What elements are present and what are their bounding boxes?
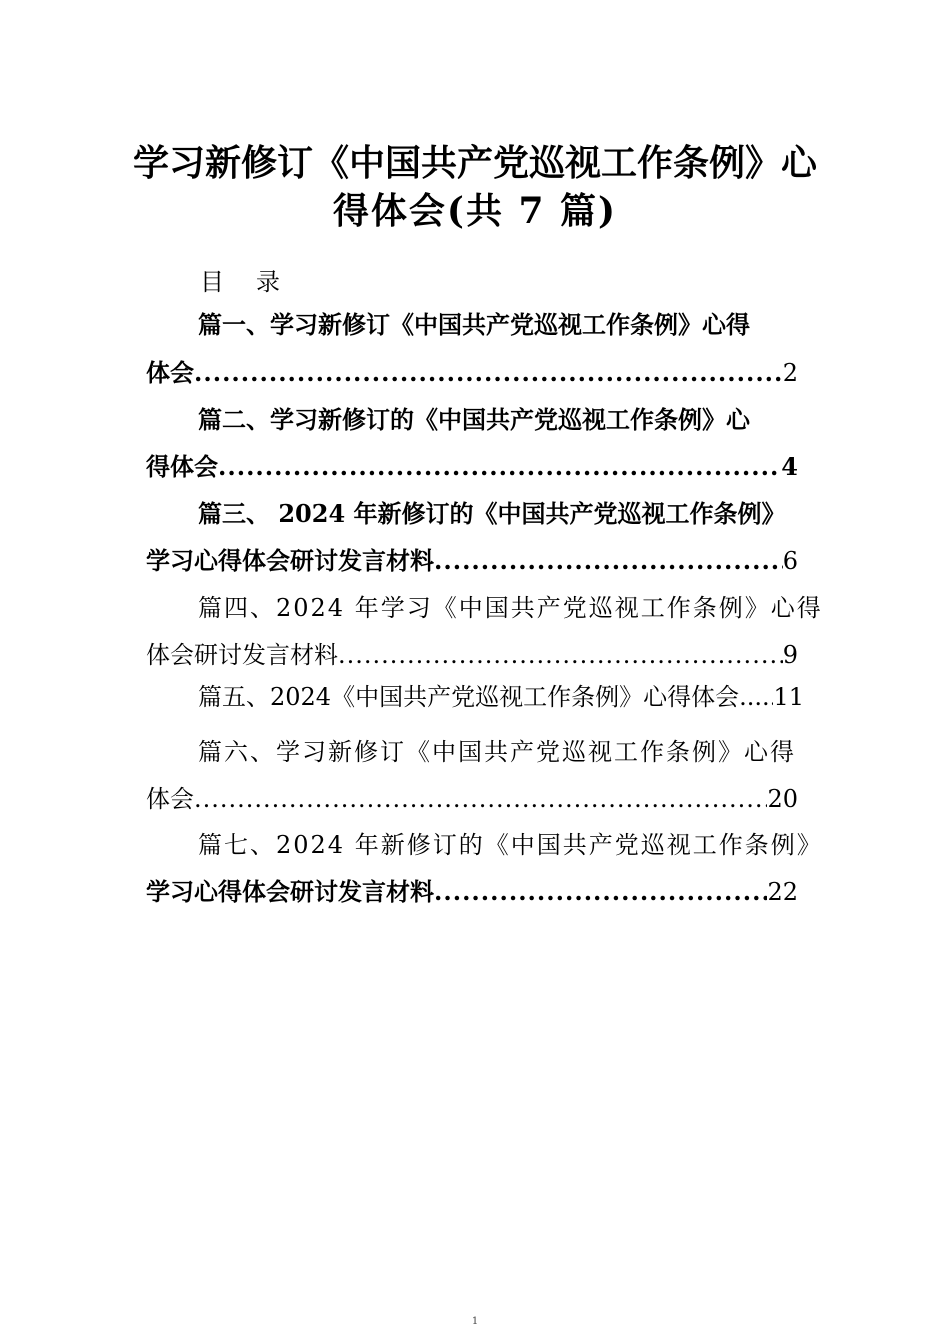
toc-heading-char-1: 目: [200, 268, 226, 296]
toc-entry-1-page: 2: [782, 359, 798, 387]
toc-entry-2-continuation[interactable]: [146, 450, 798, 484]
toc-entry-3-title-end: 学习心得体会研讨发言材料: [146, 546, 434, 575]
document-title-line-1: 学习新修订《中国共产党巡视工作条例》心: [132, 142, 817, 184]
toc-entry-7-title[interactable]: 篇七、2024 年新修订的《中国共产党巡视工作条例》: [198, 831, 823, 859]
toc-entry-4-continuation[interactable]: [146, 638, 798, 672]
toc-entry-5[interactable]: [198, 680, 804, 714]
toc-entry-6-continuation[interactable]: [146, 782, 798, 816]
toc-entry-4-title-end: 体会研讨发言材料: [146, 641, 338, 669]
toc-entry-7-page: 22: [767, 878, 798, 906]
toc-entry-2-title[interactable]: 篇二、学习新修订的《中国共产党巡视工作条例》心: [198, 405, 750, 434]
toc-entry-7-leader: [434, 875, 767, 909]
toc-entry-6-leader: [194, 782, 767, 816]
toc-heading-char-2: 录: [256, 268, 282, 296]
toc-entry-1-leader: [194, 356, 783, 390]
toc-entry-1-title-end: 体会: [146, 358, 194, 387]
toc-entry-2-title-end: 得体会: [146, 452, 218, 481]
toc-entry-3-title[interactable]: 篇三、 2024 年新修订的《中国共产党巡视工作条例》: [198, 499, 786, 528]
page-number: 1: [471, 1316, 479, 1327]
toc-entry-3-page: 6: [782, 547, 798, 575]
toc-entry-5-leader: [739, 680, 773, 714]
document-title-line-2: 得体会(共 7 篇): [332, 190, 618, 232]
toc-entry-3-continuation[interactable]: [146, 544, 798, 578]
toc-entry-4-leader: [338, 638, 783, 672]
toc-entry-4-page: 9: [782, 641, 798, 669]
toc-entry-6-title-end: 体会: [146, 785, 194, 813]
toc-entry-7-continuation[interactable]: [146, 875, 798, 909]
toc-entry-7-title-end: 学习心得体会研讨发言材料: [146, 877, 434, 906]
toc-entry-2-leader: [218, 450, 781, 484]
toc-heading: [200, 262, 282, 297]
toc-entry-6-title[interactable]: 篇六、学习新修订《中国共产党巡视工作条例》心得: [198, 738, 796, 766]
toc-entry-5-page: 11: [773, 683, 804, 711]
toc-entry-1-continuation[interactable]: [146, 356, 798, 390]
toc-entry-2-page: 4: [781, 452, 798, 481]
toc-entry-6-page: 20: [767, 785, 798, 813]
toc-entry-4-title[interactable]: 篇四、2024 年学习《中国共产党巡视工作条例》心得: [198, 594, 823, 622]
toc-entry-3-leader: [434, 544, 783, 578]
toc-entry-5-title: 篇五、2024《中国共产党巡视工作条例》心得体会: [198, 683, 740, 711]
toc-entry-1-title[interactable]: 篇一、学习新修订《中国共产党巡视工作条例》心得: [198, 310, 750, 339]
